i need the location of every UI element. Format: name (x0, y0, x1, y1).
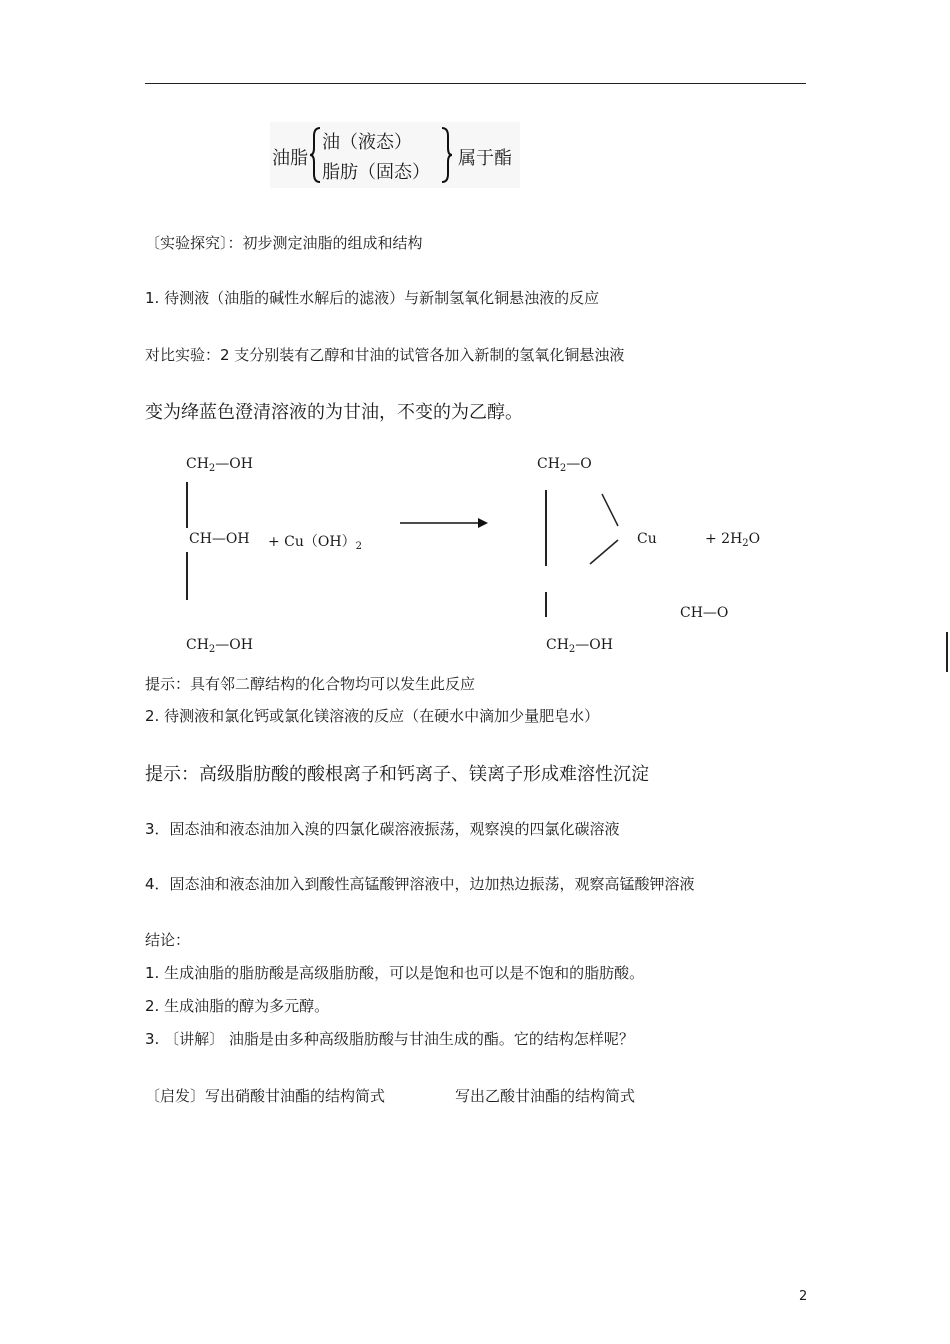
left-bond-lower (186, 552, 188, 600)
figure-top-label: 油（液态） (322, 132, 412, 153)
conclusion-2: 2. 生成油脂的醇为多元醇。 (145, 997, 330, 1015)
compare-experiment: 对比实验：2 支分别装有乙醇和甘油的试管各加入新制的氢氧化铜悬浊液 (145, 346, 625, 364)
hint-1: 提示：具有邻二醇结构的化合物均可以发生此反应 (145, 675, 476, 693)
margin-mark (946, 632, 948, 672)
figure-right-label: 属于酯 (458, 148, 512, 169)
left-middle-group: CH—OH (189, 531, 250, 547)
experiment-heading: 〔实验探究〕：初步测定油脂的组成和结构 (145, 234, 423, 252)
left-brace (310, 126, 322, 184)
right-top-group: $CH_2—O$ (537, 456, 592, 474)
copper-bonds (588, 490, 628, 570)
conclusion-heading: 结论： (145, 931, 191, 949)
hint-2: 提示：高级脂肪酸的酸根离子和钙离子、镁离子形成难溶性沉淀 (145, 764, 649, 785)
inspire-a: 〔启发〕写出硝酸甘油酯的结构简式 (145, 1087, 386, 1105)
header-rule (145, 83, 806, 84)
reaction-arrow (400, 517, 492, 529)
result-text: 变为绛蓝色澄清溶液的为甘油，不变的为乙醇。 (145, 402, 523, 423)
inspire-b: 写出乙酸甘油酯的结构简式 (455, 1087, 636, 1105)
right-middle-group: CH—O (680, 605, 729, 621)
figure-left-label: 油脂 (272, 148, 308, 169)
item-2: 2. 待测液和氯化钙或氯化镁溶液的反应（在硬水中滴加少量肥皂水） (145, 707, 600, 725)
reagent: + $Cu(OH)_2$ (268, 534, 362, 552)
item-4: 4．固态油和液态油加入到酸性高锰酸钾溶液中，边加热边振荡，观察高锰酸钾溶液 (145, 875, 695, 893)
water-product: + $2H_2O$ (705, 531, 761, 549)
right-bond-lower (545, 592, 547, 617)
left-bond-upper (186, 482, 188, 528)
conclusion-1: 1. 生成油脂的脂肪酸是高级脂肪酸，可以是饱和也可以是不饱和的脂肪酸。 (145, 964, 645, 982)
right-bond-upper (545, 490, 547, 566)
left-top-group: $CH_2—OH$ (186, 456, 253, 474)
right-bottom-group: $CH_2—OH$ (546, 637, 613, 655)
item-1: 1. 待测液（油脂的碱性水解后的滤液）与新制氢氧化铜悬浊液的反应 (145, 289, 600, 307)
item-3: 3．固态油和液态油加入溴的四氯化碳溶液振荡，观察溴的四氯化碳溶液 (145, 820, 620, 838)
right-brace (440, 126, 452, 184)
figure-bottom-label: 脂肪（固态） (322, 162, 430, 183)
left-bottom-group: $CH_2—OH$ (186, 637, 253, 655)
page-number: 2 (799, 1289, 808, 1304)
oil-classification-figure (270, 122, 520, 188)
copper-label: Cu (637, 531, 657, 547)
conclusion-3: 3. 〔讲解〕 油脂是由多种高级脂肪酸与甘油生成的酯。它的结构怎样呢？ (145, 1030, 634, 1048)
